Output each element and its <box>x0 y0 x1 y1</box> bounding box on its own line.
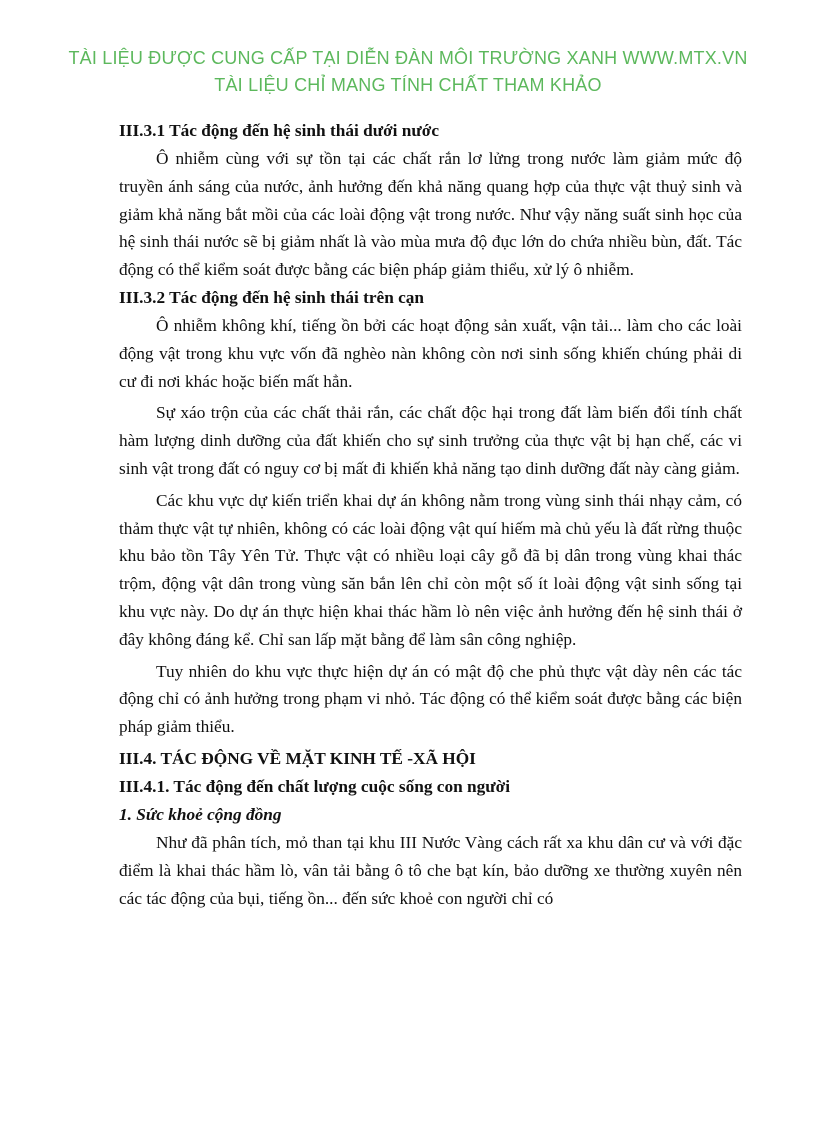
watermark-header <box>0 45 816 99</box>
heading-iii-4: III.4. TÁC ĐỘNG VỀ MẶT KINH TẾ -XÃ HỘI <box>119 748 476 768</box>
paragraph-community-health: Như đã phân tích, mỏ than tại khu III Nước Vàng cách rất xa khu dân cư và với đặc điểm là khai thác hầm lò, vân tải bằng ô tô che bạt kín, bảo dưỡng xe thường xuyên nên các tác động của bụi, tiếng ồn... đến sức khoẻ con người chỉ có <box>119 832 742 908</box>
subheading-community-health: 1. Sức khoẻ cộng đồng <box>119 804 282 824</box>
heading-iii-3-1: III.3.1 Tác động đến hệ sinh thái dưới nước <box>119 121 439 140</box>
paragraph-soil-disturbance: Sự xáo trộn của các chất thải rắn, các chất độc hại trong đất làm biến đổi tính chất hàm lượng dinh dưỡng của đất khiến cho sự sinh trưởng của thực vật bị hạn chế, các vi sinh vật trong đất có nguy cơ bị mất đi khiến khả năng tạo dinh dưỡng đất này càng giảm. <box>119 403 742 478</box>
watermark-line-1: TÀI LIỆU ĐƯỢC CUNG CẤP TẠI DIỄN ĐÀN MÔI TRƯỜNG XANH WWW.MTX.VN <box>68 48 748 68</box>
watermark-line-2: TÀI LIỆU CHỈ MANG TÍNH CHẤT THAM KHẢO <box>214 75 602 95</box>
heading-iii-3-2: III.3.2 Tác động đến hệ sinh thái trên cạn <box>119 287 425 307</box>
document-body <box>119 117 742 912</box>
paragraph-project-area: Các khu vực dự kiến triển khai dự án không nằm trong vùng sinh thái nhạy cảm, có thảm thực vật tự nhiên, không có các loài động vật quí hiếm mà chủ yếu là đất rừng thuộc khu bảo tồn Tây Yên Tử. Thực vật có nhiều loại cây gỗ đã bị dân trong vùng khai thác trộm, động vật dân trong vùng săn bắn lên chỉ còn một số ít loài động vật sinh sống tại khu vực này. Do dự án thực hiện khai thác hầm lò nên việc ảnh hưởng đến hệ sinh thái ở đây không đáng kể. Chỉ san lấp mặt bằng để làm sân công nghiệp. <box>119 490 742 649</box>
paragraph-vegetation-cover: Tuy nhiên do khu vực thực hiện dự án có mật độ che phủ thực vật dày nên các tác động chỉ có ảnh hưởng trong phạm vi nhỏ. Tác động có thể kiểm soát được bằng các biện pháp giảm thiểu. <box>119 661 742 737</box>
paragraph-terrestrial-pollution: Ô nhiễm không khí, tiếng ồn bởi các hoạt động sản xuất, vận tải... làm cho các loài động vật trong khu vực vốn đã nghèo nàn không còn nơi sinh sống khiến chúng phải di cư đi nơi khác hoặc biến mất hẳn. <box>119 315 742 391</box>
heading-iii-4-1: III.4.1. Tác động đến chất lượng cuộc sống con người <box>119 776 511 796</box>
paragraph-aquatic-impact: Ô nhiễm cùng với sự tồn tại các chất rắn lơ lửng trong nước làm giảm mức độ truyền ánh sáng của nước, ảnh hưởng đến khả năng quang hợp của thực vật thuỷ sinh và giảm khả năng bắt mồi của các loài động vật trong nước. Như vậy năng suất sinh học của hệ sinh thái nước sẽ bị giảm nhất là vào mùa mưa độ đục lớn do chứa nhiều bùn, đất. Tác động có thể kiểm soát được bằng các biện pháp giảm thiểu, xử lý ô nhiễm. <box>119 149 742 280</box>
